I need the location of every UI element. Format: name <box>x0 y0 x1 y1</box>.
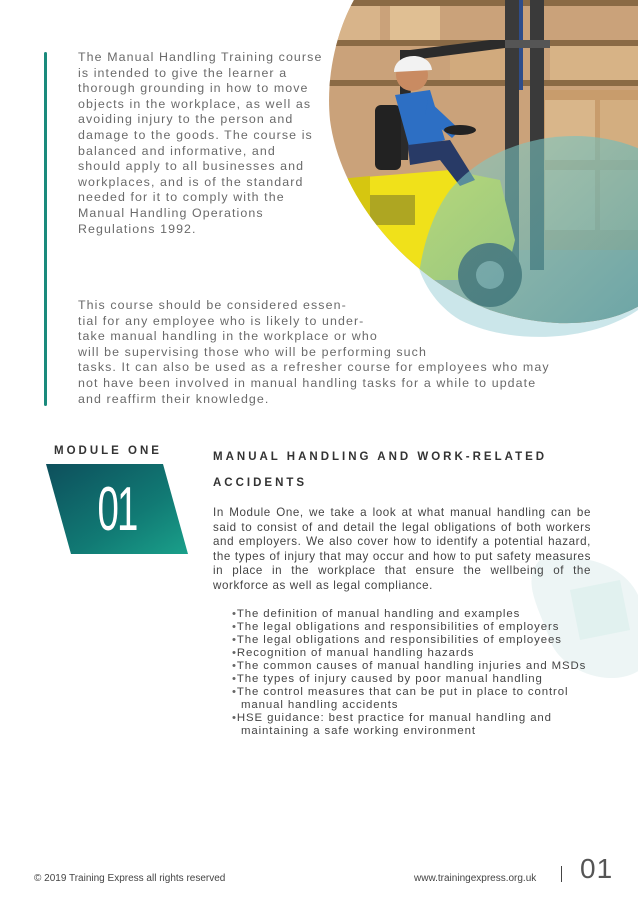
list-item: • Recognition of manual handling hazards <box>232 647 597 660</box>
footer-website-link[interactable]: www.trainingexpress.org.uk <box>414 873 537 884</box>
intro-line: will be supervising those who will be performing such <box>78 344 427 359</box>
intro-paragraph: The Manual Handling Training course is intended to give the learner a thorough grounding in how to move objects in the workplace, as well as avoiding injury to the person and damage to the goods. The course is balanced and informative, and should apply to all businesses and workplaces, and is of the standard needed for it to comply with the Manual Handling Operations Regulations 1992. <box>78 50 323 236</box>
intro-line: tasks. It can also be used as a refresher course for employees who may <box>78 360 550 375</box>
list-item: • The types of injury caused by poor manual handling <box>232 673 597 686</box>
module-title: MANUAL HANDLING AND WORK-RELATED ACCIDENTS <box>213 451 548 489</box>
list-item: • The legal obligations and responsibilities of employers <box>232 621 597 634</box>
list-item: • The definition of manual handling and examples <box>232 608 597 621</box>
accent-bar <box>44 52 47 406</box>
intro-line: This course should be considered essen- <box>78 298 347 312</box>
intro-paragraph-2 <box>78 298 600 407</box>
intro-line: tial for any employee who is likely to under- <box>78 313 365 328</box>
list-item: • The legal obligations and responsibilities of employees <box>232 634 597 647</box>
list-item: • The control measures that can be put in place to control manual handling accidents <box>232 686 597 712</box>
topic-list <box>232 608 597 738</box>
intro-line: take manual handling in the workplace or who <box>78 329 378 344</box>
intro-line: not have been involved in manual handling tasks for a while to update <box>78 375 537 390</box>
list-item: • The common causes of manual handling injuries and MSDs <box>232 660 597 673</box>
module-number: 01 <box>97 474 137 544</box>
module-description: In Module One, we take a look at what manual handling can be said to consist of and detail the legal obligations of both workers and employers. We also cover how to identify a potential hazard, the types of injury that may occur and how to put safety measures in place in the workplace that ensure the wellbeing of the workforce as well as legal compliance. <box>213 506 591 592</box>
module-label: MODULE ONE <box>54 445 162 457</box>
footer-copyright: © 2019 Training Express all rights reserved <box>34 873 226 884</box>
page-number: 01 <box>580 853 614 884</box>
intro-line: and reaffirm their knowledge. <box>78 391 270 406</box>
footer-divider <box>561 866 562 882</box>
list-item: • HSE guidance: best practice for manual handling and maintaining a safe working environment <box>232 712 597 738</box>
